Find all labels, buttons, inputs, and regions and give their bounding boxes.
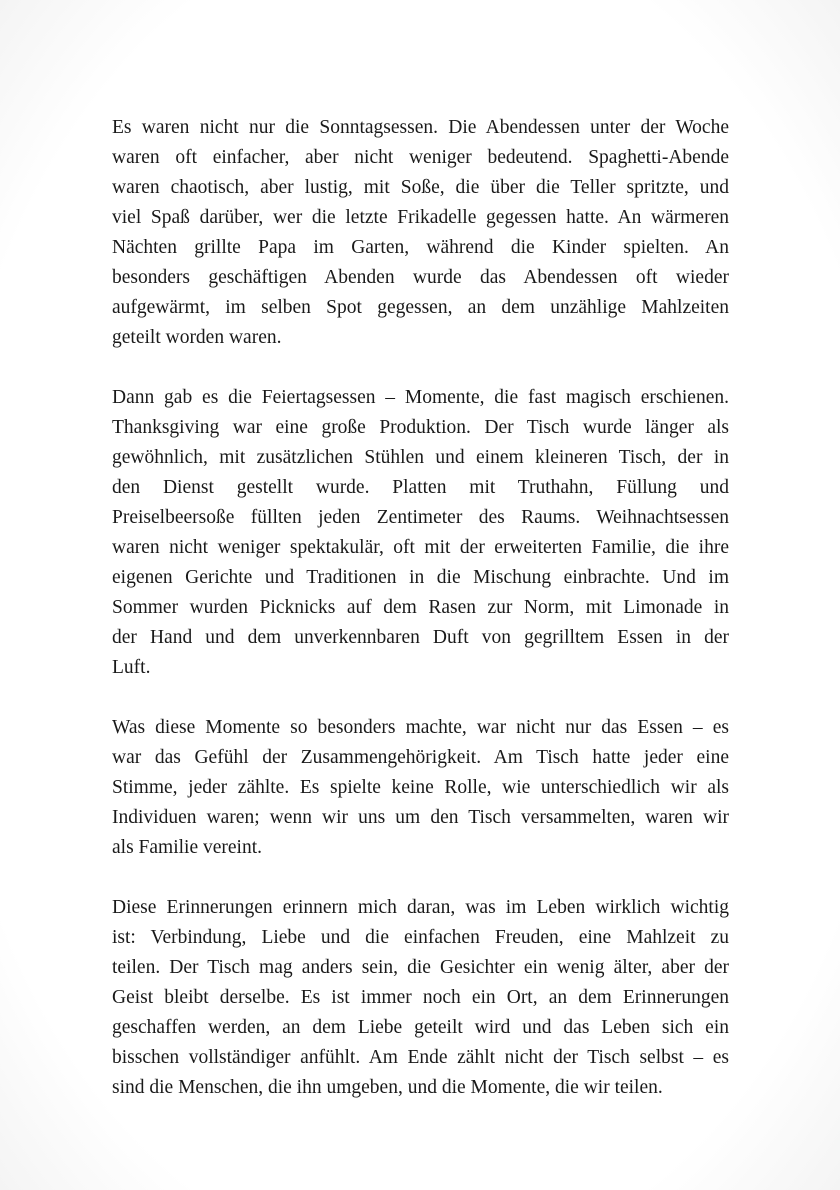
- text-line: geschaffen werden, an dem Liebe geteilt wird und das Leben sich ein: [112, 1017, 729, 1038]
- text-line: teilen. Der Tisch mag anders sein, die Gesichter ein wenig älter, aber der: [112, 957, 729, 978]
- text-line: geteilt worden waren.: [112, 327, 282, 348]
- paragraph: [112, 893, 729, 1103]
- paragraph: [112, 713, 729, 863]
- text-line: Nächten grillte Papa im Garten, während die Kinder spielten. An: [112, 237, 729, 258]
- text-line: besonders geschäftigen Abenden wurde das Abendessen oft wieder: [112, 267, 729, 288]
- text-line: waren chaotisch, aber lustig, mit Soße, die über die Teller spritzte, und: [112, 177, 729, 198]
- text-line: Sommer wurden Picknicks auf dem Rasen zur Norm, mit Limonade in: [112, 597, 729, 618]
- text-line: eigenen Gerichte und Traditionen in die Mischung einbrachte. Und im: [112, 567, 729, 588]
- text-line: waren nicht weniger spektakulär, oft mit der erweiterten Familie, die ihre: [112, 537, 729, 558]
- text-line: Individuen waren; wenn wir uns um den Tisch versammelten, waren wir: [112, 807, 729, 828]
- text-line: ist: Verbindung, Liebe und die einfachen Freuden, eine Mahlzeit zu: [112, 927, 729, 948]
- text-line: Dann gab es die Feiertagsessen – Momente, die fast magisch erschienen.: [112, 387, 729, 408]
- text-line: der Hand und dem unverkennbaren Duft von gegrilltem Essen in der: [112, 627, 729, 648]
- text-line: Thanksgiving war eine große Produktion. Der Tisch wurde länger als: [112, 417, 729, 438]
- text-line: Es waren nicht nur die Sonntagsessen. Die Abendessen unter der Woche: [112, 117, 729, 138]
- text-line: Geist bleibt derselbe. Es ist immer noch ein Ort, an dem Erinnerungen: [112, 987, 729, 1008]
- text-line: sind die Menschen, die ihn umgeben, und die Momente, die wir teilen.: [112, 1077, 663, 1098]
- text-line: Diese Erinnerungen erinnern mich daran, was im Leben wirklich wichtig: [112, 897, 729, 918]
- paragraph: [112, 113, 729, 353]
- text-line: aufgewärmt, im selben Spot gegessen, an dem unzählige Mahlzeiten: [112, 297, 729, 318]
- text-line: Preiselbeersoße füllten jeden Zentimeter des Raums. Weihnachtsessen: [112, 507, 729, 528]
- text-line: viel Spaß darüber, wer die letzte Frikadelle gegessen hatte. An wärmeren: [112, 207, 729, 228]
- text-line: gewöhnlich, mit zusätzlichen Stühlen und einem kleineren Tisch, der in: [112, 447, 729, 468]
- text-line: bisschen vollständiger anfühlt. Am Ende zählt nicht der Tisch selbst – es: [112, 1047, 729, 1068]
- text-line: den Dienst gestellt wurde. Platten mit Truthahn, Füllung und: [112, 477, 729, 498]
- text-line: Luft.: [112, 657, 151, 678]
- document-body: [112, 113, 729, 1133]
- text-line: Stimme, jeder zählte. Es spielte keine Rolle, wie unterschiedlich wir als: [112, 777, 729, 798]
- text-line: Was diese Momente so besonders machte, war nicht nur das Essen – es: [112, 717, 729, 738]
- paragraph: [112, 383, 729, 683]
- text-line: war das Gefühl der Zusammengehörigkeit. Am Tisch hatte jeder eine: [112, 747, 729, 768]
- text-line: als Familie vereint.: [112, 837, 263, 858]
- text-line: waren oft einfacher, aber nicht weniger bedeutend. Spaghetti-Abende: [112, 147, 729, 168]
